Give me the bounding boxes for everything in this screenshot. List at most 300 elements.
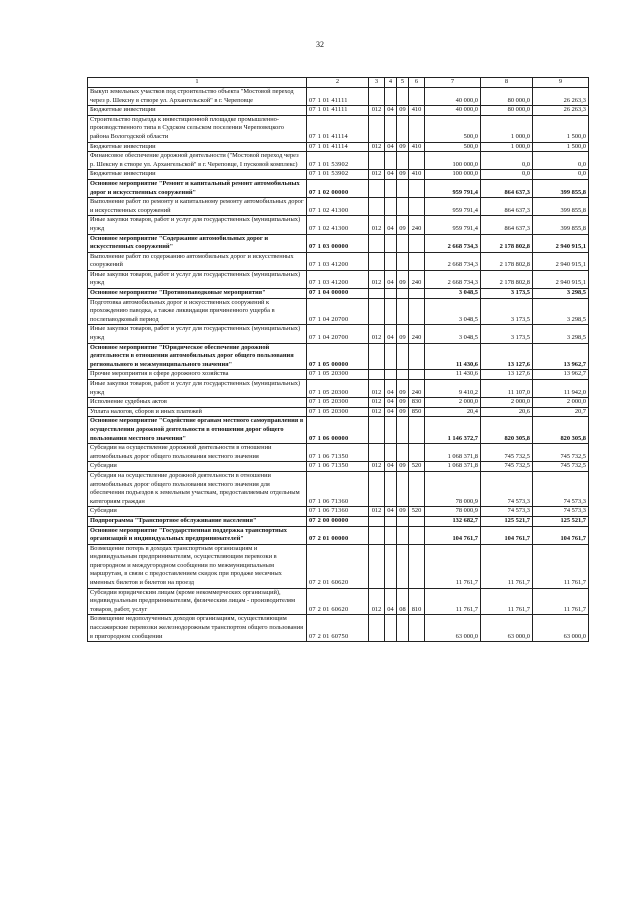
amount-year-1-cell: 78 000,9	[425, 471, 481, 506]
ministry-code-cell	[369, 234, 385, 252]
amount-year-3-cell: 3 298,5	[533, 298, 589, 325]
expense-type-cell	[409, 179, 425, 197]
table-row	[88, 325, 589, 343]
section-code-cell	[385, 289, 397, 299]
amount-year-2-cell: 2 000,0	[481, 398, 533, 408]
expense-type-cell	[409, 417, 425, 444]
amount-year-3-cell: 0,0	[533, 170, 589, 180]
subsection-code-cell: 09	[397, 325, 409, 343]
target-article-cell: 07 1 01 53902	[307, 152, 369, 170]
amount-year-2-cell: 2 178 802,8	[481, 252, 533, 270]
amount-year-3-cell: 820 305,8	[533, 417, 589, 444]
amount-year-1-cell: 11 761,7	[425, 588, 481, 615]
row-name-cell: Финансовое обеспечение дорожной деятельности ("Мостовой переход через р. Шексну в створе ул. Архангельской" в г. Череповце, I пусковой комплекс)	[88, 152, 307, 170]
amount-year-3-cell: 1 500,0	[533, 115, 589, 142]
expense-type-cell: 240	[409, 380, 425, 398]
ministry-code-cell: 012	[369, 398, 385, 408]
expense-type-cell: 810	[409, 588, 425, 615]
ministry-code-cell: 012	[369, 142, 385, 152]
amount-year-2-cell: 745 732,5	[481, 462, 533, 472]
amount-year-3-cell: 2 940 915,1	[533, 270, 589, 288]
target-article-cell: 07 1 02 41300	[307, 216, 369, 234]
table-row	[88, 417, 589, 444]
target-article-cell: 07 1 03 41200	[307, 252, 369, 270]
subsection-code-cell: 08	[397, 588, 409, 615]
ministry-code-cell	[369, 115, 385, 142]
table-row	[88, 252, 589, 270]
subsection-code-cell: 09	[397, 170, 409, 180]
section-code-cell	[385, 152, 397, 170]
row-name-cell: Исполнение судебных актов	[88, 398, 307, 408]
expense-type-cell	[409, 152, 425, 170]
amount-year-1-cell: 1 068 371,8	[425, 444, 481, 462]
row-name-cell: Подпрограмма "Транспортное обслуживание населения"	[88, 516, 307, 526]
section-code-cell: 04	[385, 106, 397, 116]
table-row	[88, 462, 589, 472]
amount-year-2-cell: 13 127,6	[481, 343, 533, 370]
section-code-cell	[385, 526, 397, 544]
amount-year-2-cell: 80 000,0	[481, 106, 533, 116]
column-header: 6	[409, 78, 425, 88]
subsection-code-cell	[397, 471, 409, 506]
amount-year-1-cell: 11 761,7	[425, 544, 481, 588]
expense-type-cell	[409, 252, 425, 270]
table-row	[88, 526, 589, 544]
row-name-cell: Бюджетные инвестиции	[88, 170, 307, 180]
expense-type-cell	[409, 370, 425, 380]
table-row	[88, 142, 589, 152]
row-name-cell: Основное мероприятие "Содействие органам местного самоуправления в осуществлении дорожной деятельности в отношении дорог общего пользования местного значения"	[88, 417, 307, 444]
amount-year-3-cell: 745 732,5	[533, 444, 589, 462]
section-code-cell	[385, 179, 397, 197]
subsection-code-cell: 09	[397, 142, 409, 152]
subsection-code-cell: 09	[397, 380, 409, 398]
expense-type-cell: 520	[409, 507, 425, 517]
ministry-code-cell	[369, 444, 385, 462]
subsection-code-cell: 09	[397, 507, 409, 517]
ministry-code-cell	[369, 198, 385, 216]
amount-year-1-cell: 40 000,0	[425, 88, 481, 106]
column-header: 5	[397, 78, 409, 88]
amount-year-2-cell: 11 761,7	[481, 544, 533, 588]
row-name-cell: Субсидии	[88, 507, 307, 517]
section-code-cell: 04	[385, 407, 397, 417]
subsection-code-cell	[397, 298, 409, 325]
ministry-code-cell	[369, 298, 385, 325]
subsection-code-cell: 09	[397, 398, 409, 408]
row-name-cell: Субсидии на осуществление дорожной деятельности в отношении автомобильных дорог общего пользования местного значения	[88, 444, 307, 462]
table-row	[88, 588, 589, 615]
expense-type-cell: 830	[409, 398, 425, 408]
subsection-code-cell	[397, 289, 409, 299]
subsection-code-cell	[397, 343, 409, 370]
row-name-cell: Субсидии юридическим лицам (кроме некоммерческих организаций), индивидуальным предпринимателям, физическим лицам - производителям товаров, работ, услуг	[88, 588, 307, 615]
amount-year-2-cell: 125 521,7	[481, 516, 533, 526]
amount-year-3-cell: 399 855,8	[533, 179, 589, 197]
expense-type-cell	[409, 516, 425, 526]
section-code-cell	[385, 298, 397, 325]
target-article-cell: 07 1 03 41200	[307, 270, 369, 288]
expense-type-cell	[409, 544, 425, 588]
amount-year-1-cell: 500,0	[425, 142, 481, 152]
row-name-cell: Субсидии	[88, 462, 307, 472]
expense-type-cell	[409, 471, 425, 506]
amount-year-2-cell: 3 173,5	[481, 289, 533, 299]
page-number: 32	[316, 40, 324, 49]
column-header: 8	[481, 78, 533, 88]
target-article-cell: 07 1 01 41111	[307, 106, 369, 116]
table-row	[88, 343, 589, 370]
subsection-code-cell	[397, 234, 409, 252]
amount-year-2-cell: 2 178 802,8	[481, 270, 533, 288]
amount-year-3-cell: 13 962,7	[533, 370, 589, 380]
amount-year-2-cell: 20,6	[481, 407, 533, 417]
amount-year-1-cell: 3 048,5	[425, 298, 481, 325]
subsection-code-cell	[397, 115, 409, 142]
section-code-cell: 04	[385, 507, 397, 517]
amount-year-3-cell: 11 761,7	[533, 544, 589, 588]
target-article-cell: 07 2 01 00000	[307, 526, 369, 544]
amount-year-2-cell: 745 732,5	[481, 444, 533, 462]
section-code-cell: 04	[385, 325, 397, 343]
table-row	[88, 179, 589, 197]
ministry-code-cell: 012	[369, 325, 385, 343]
section-code-cell	[385, 516, 397, 526]
target-article-cell: 07 1 04 20700	[307, 325, 369, 343]
amount-year-3-cell: 3 298,5	[533, 289, 589, 299]
amount-year-2-cell: 1 000,0	[481, 142, 533, 152]
section-code-cell	[385, 252, 397, 270]
amount-year-2-cell: 0,0	[481, 152, 533, 170]
table-row	[88, 170, 589, 180]
table-row	[88, 106, 589, 116]
target-article-cell: 07 1 06 71350	[307, 444, 369, 462]
amount-year-1-cell: 3 048,5	[425, 289, 481, 299]
row-name-cell: Возмещение потерь в доходах транспортным организациям и индивидуальным предпринимателям, осуществляющим перевозки в пригородном и междугородном сообщении по межмуниципальным маршрутам, в связи с предоставлением скидок при продаже месячных именных билетов и билетов на проезд	[88, 544, 307, 588]
amount-year-3-cell: 104 761,7	[533, 526, 589, 544]
row-name-cell: Субсидия на осуществление дорожной деятельности в отношении автомобильных дорог общего пользования местного значения для обеспечения подъездов к земельным участкам, предоставляемым отдельным категориям граждан	[88, 471, 307, 506]
amount-year-1-cell: 2 668 734,3	[425, 252, 481, 270]
ministry-code-cell	[369, 252, 385, 270]
target-article-cell: 07 2 01 60620	[307, 588, 369, 615]
amount-year-3-cell: 2 940 915,1	[533, 234, 589, 252]
expense-type-cell	[409, 289, 425, 299]
amount-year-3-cell: 125 521,7	[533, 516, 589, 526]
ministry-code-cell: 012	[369, 170, 385, 180]
amount-year-3-cell: 74 573,3	[533, 471, 589, 506]
column-header: 1	[88, 78, 307, 88]
table-row	[88, 234, 589, 252]
target-article-cell: 07 1 01 53902	[307, 170, 369, 180]
row-name-cell: Выполнение работ по содержанию автомобильных дорог и искусственных сооружений	[88, 252, 307, 270]
table-row	[88, 289, 589, 299]
table-row	[88, 507, 589, 517]
amount-year-2-cell: 0,0	[481, 170, 533, 180]
target-article-cell: 07 1 06 71350	[307, 462, 369, 472]
subsection-code-cell: 09	[397, 407, 409, 417]
target-article-cell: 07 2 01 60750	[307, 615, 369, 642]
ministry-code-cell: 012	[369, 216, 385, 234]
target-article-cell: 07 1 04 20700	[307, 298, 369, 325]
expense-type-cell	[409, 615, 425, 642]
row-name-cell: Выполнение работ по ремонту и капитальному ремонту автомобильных дорог и искусственных сооружений	[88, 198, 307, 216]
row-name-cell: Строительство подъезда к инвестиционной площадке промышленно-производственного типа в Судском сельском поселении Череповецкого района Вологодской области	[88, 115, 307, 142]
amount-year-1-cell: 1 068 371,8	[425, 462, 481, 472]
section-code-cell	[385, 444, 397, 462]
subsection-code-cell	[397, 516, 409, 526]
target-article-cell: 07 2 01 60620	[307, 544, 369, 588]
amount-year-2-cell: 74 573,3	[481, 507, 533, 517]
subsection-code-cell	[397, 444, 409, 462]
column-header: 7	[425, 78, 481, 88]
budget-table	[87, 77, 589, 642]
section-code-cell	[385, 198, 397, 216]
ministry-code-cell: 012	[369, 588, 385, 615]
section-code-cell: 04	[385, 588, 397, 615]
subsection-code-cell	[397, 370, 409, 380]
amount-year-1-cell: 959 791,4	[425, 216, 481, 234]
amount-year-1-cell: 40 000,0	[425, 106, 481, 116]
target-article-cell: 07 2 00 00000	[307, 516, 369, 526]
amount-year-3-cell: 0,0	[533, 152, 589, 170]
table-row	[88, 88, 589, 106]
ministry-code-cell: 012	[369, 106, 385, 116]
expense-type-cell: 240	[409, 216, 425, 234]
ministry-code-cell: 012	[369, 407, 385, 417]
expense-type-cell	[409, 444, 425, 462]
target-article-cell: 07 1 01 41114	[307, 142, 369, 152]
amount-year-2-cell: 3 173,5	[481, 325, 533, 343]
table-row	[88, 444, 589, 462]
amount-year-2-cell: 74 573,3	[481, 471, 533, 506]
amount-year-2-cell: 864 637,3	[481, 198, 533, 216]
section-code-cell	[385, 88, 397, 106]
table-row	[88, 615, 589, 642]
table-row	[88, 516, 589, 526]
amount-year-1-cell: 500,0	[425, 115, 481, 142]
ministry-code-cell	[369, 471, 385, 506]
row-name-cell: Основное мероприятие "Противопаводковые мероприятия"	[88, 289, 307, 299]
column-header: 2	[307, 78, 369, 88]
ministry-code-cell	[369, 544, 385, 588]
section-code-cell: 04	[385, 216, 397, 234]
row-name-cell: Иные закупки товаров, работ и услуг для государственных (муниципальных) нужд	[88, 325, 307, 343]
table-row	[88, 298, 589, 325]
target-article-cell: 07 1 03 00000	[307, 234, 369, 252]
subsection-code-cell	[397, 179, 409, 197]
amount-year-2-cell: 864 637,3	[481, 179, 533, 197]
table-body	[88, 78, 589, 642]
row-name-cell: Бюджетные инвестиции	[88, 142, 307, 152]
section-code-cell: 04	[385, 380, 397, 398]
ministry-code-cell: 012	[369, 507, 385, 517]
target-article-cell: 07 1 05 00000	[307, 343, 369, 370]
amount-year-1-cell: 1 146 372,7	[425, 417, 481, 444]
amount-year-1-cell: 132 682,7	[425, 516, 481, 526]
column-header: 3	[369, 78, 385, 88]
row-name-cell: Основное мероприятие "Ремонт и капитальный ремонт автомобильных дорог и искусственных сооружений"	[88, 179, 307, 197]
section-code-cell: 04	[385, 270, 397, 288]
amount-year-2-cell: 1 000,0	[481, 115, 533, 142]
amount-year-1-cell: 9 410,2	[425, 380, 481, 398]
subsection-code-cell	[397, 526, 409, 544]
section-code-cell	[385, 234, 397, 252]
table-row	[88, 198, 589, 216]
ministry-code-cell: 012	[369, 380, 385, 398]
subsection-code-cell	[397, 252, 409, 270]
ministry-code-cell: 012	[369, 270, 385, 288]
target-article-cell: 07 1 06 00000	[307, 417, 369, 444]
amount-year-3-cell: 26 263,3	[533, 106, 589, 116]
table-row	[88, 544, 589, 588]
amount-year-1-cell: 63 000,0	[425, 615, 481, 642]
subsection-code-cell	[397, 544, 409, 588]
target-article-cell: 07 1 06 71360	[307, 507, 369, 517]
table-row	[88, 270, 589, 288]
ministry-code-cell	[369, 179, 385, 197]
ministry-code-cell	[369, 516, 385, 526]
target-article-cell: 07 1 01 41114	[307, 115, 369, 142]
amount-year-1-cell: 3 048,5	[425, 325, 481, 343]
amount-year-1-cell: 959 791,4	[425, 179, 481, 197]
table-row	[88, 216, 589, 234]
row-name-cell: Бюджетные инвестиции	[88, 106, 307, 116]
amount-year-3-cell: 74 573,3	[533, 507, 589, 517]
table-row	[88, 407, 589, 417]
subsection-code-cell	[397, 615, 409, 642]
expense-type-cell: 410	[409, 142, 425, 152]
amount-year-2-cell: 11 107,0	[481, 380, 533, 398]
amount-year-3-cell: 2 940 915,1	[533, 252, 589, 270]
expense-type-cell	[409, 198, 425, 216]
section-code-cell: 04	[385, 462, 397, 472]
target-article-cell: 07 1 02 41300	[307, 198, 369, 216]
ministry-code-cell: 012	[369, 462, 385, 472]
amount-year-1-cell: 2 000,0	[425, 398, 481, 408]
amount-year-2-cell: 11 761,7	[481, 588, 533, 615]
column-header: 4	[385, 78, 397, 88]
ministry-code-cell	[369, 343, 385, 370]
table-row	[88, 380, 589, 398]
amount-year-3-cell: 20,7	[533, 407, 589, 417]
ministry-code-cell	[369, 88, 385, 106]
expense-type-cell: 410	[409, 170, 425, 180]
amount-year-3-cell: 745 732,5	[533, 462, 589, 472]
amount-year-3-cell: 11 942,0	[533, 380, 589, 398]
target-article-cell: 07 1 05 20300	[307, 398, 369, 408]
amount-year-1-cell: 2 668 734,3	[425, 234, 481, 252]
table-row	[88, 370, 589, 380]
table-row	[88, 471, 589, 506]
amount-year-2-cell: 864 637,3	[481, 216, 533, 234]
target-article-cell: 07 1 04 00000	[307, 289, 369, 299]
subsection-code-cell	[397, 88, 409, 106]
row-name-cell: Подготовка автомобильных дорог и искусственных сооружений к прохождению паводка, а также ликвидация причиненного ущерба в послепаводковый период	[88, 298, 307, 325]
amount-year-3-cell: 1 500,0	[533, 142, 589, 152]
expense-type-cell: 850	[409, 407, 425, 417]
amount-year-1-cell: 100 000,0	[425, 170, 481, 180]
section-code-cell: 04	[385, 142, 397, 152]
row-name-cell: Основное мероприятие "Государственная поддержка транспортных организаций и индивидуальных предпринимателей"	[88, 526, 307, 544]
amount-year-1-cell: 20,4	[425, 407, 481, 417]
row-name-cell: Основное мероприятие "Содержание автомобильных дорог и искусственных сооружений"	[88, 234, 307, 252]
row-name-cell: Возмещение недополученных доходов организациям, осуществляющим пассажирские перевозки железнодорожным транспортом общего пользования в пригородном сообщении	[88, 615, 307, 642]
ministry-code-cell	[369, 526, 385, 544]
amount-year-1-cell: 959 791,4	[425, 198, 481, 216]
section-code-cell: 04	[385, 170, 397, 180]
expense-type-cell: 240	[409, 325, 425, 343]
table-row	[88, 152, 589, 170]
amount-year-2-cell: 2 178 802,8	[481, 234, 533, 252]
row-name-cell: Иные закупки товаров, работ и услуг для государственных (муниципальных) нужд	[88, 380, 307, 398]
amount-year-2-cell: 13 127,6	[481, 370, 533, 380]
subsection-code-cell	[397, 198, 409, 216]
amount-year-3-cell: 399 855,8	[533, 216, 589, 234]
section-code-cell: 04	[385, 398, 397, 408]
target-article-cell: 07 1 05 20300	[307, 380, 369, 398]
amount-year-3-cell: 2 000,0	[533, 398, 589, 408]
expense-type-cell: 520	[409, 462, 425, 472]
row-name-cell: Уплата налогов, сборов и иных платежей	[88, 407, 307, 417]
section-code-cell	[385, 115, 397, 142]
table-row	[88, 398, 589, 408]
expense-type-cell	[409, 115, 425, 142]
column-number-row	[88, 78, 589, 88]
section-code-cell	[385, 417, 397, 444]
section-code-cell	[385, 615, 397, 642]
amount-year-2-cell: 63 000,0	[481, 615, 533, 642]
subsection-code-cell	[397, 417, 409, 444]
amount-year-2-cell: 820 305,8	[481, 417, 533, 444]
section-code-cell	[385, 370, 397, 380]
row-name-cell: Выкуп земельных участков под строительство объекта "Мостовой переход через р. Шексну в створе ул. Архангельской" в г. Череповце	[88, 88, 307, 106]
subsection-code-cell	[397, 152, 409, 170]
ministry-code-cell	[369, 417, 385, 444]
expense-type-cell	[409, 88, 425, 106]
amount-year-3-cell: 26 263,3	[533, 88, 589, 106]
section-code-cell	[385, 343, 397, 370]
expense-type-cell	[409, 343, 425, 370]
section-code-cell	[385, 544, 397, 588]
target-article-cell: 07 1 05 20300	[307, 370, 369, 380]
row-name-cell: Прочие мероприятия в сфере дорожного хозяйства	[88, 370, 307, 380]
ministry-code-cell	[369, 289, 385, 299]
expense-type-cell	[409, 234, 425, 252]
amount-year-3-cell: 63 000,0	[533, 615, 589, 642]
amount-year-3-cell: 11 761,7	[533, 588, 589, 615]
target-article-cell: 07 1 06 71360	[307, 471, 369, 506]
amount-year-3-cell: 13 962,7	[533, 343, 589, 370]
row-name-cell: Иные закупки товаров, работ и услуг для государственных (муниципальных) нужд	[88, 216, 307, 234]
expense-type-cell: 240	[409, 270, 425, 288]
row-name-cell: Иные закупки товаров, работ и услуг для государственных (муниципальных) нужд	[88, 270, 307, 288]
amount-year-1-cell: 78 000,9	[425, 507, 481, 517]
target-article-cell: 07 1 02 00000	[307, 179, 369, 197]
table-row	[88, 115, 589, 142]
subsection-code-cell: 09	[397, 106, 409, 116]
ministry-code-cell	[369, 615, 385, 642]
expense-type-cell	[409, 526, 425, 544]
amount-year-2-cell: 3 173,5	[481, 298, 533, 325]
subsection-code-cell: 09	[397, 462, 409, 472]
amount-year-1-cell: 104 761,7	[425, 526, 481, 544]
subsection-code-cell: 09	[397, 270, 409, 288]
column-header: 9	[533, 78, 589, 88]
ministry-code-cell	[369, 152, 385, 170]
amount-year-2-cell: 104 761,7	[481, 526, 533, 544]
subsection-code-cell: 09	[397, 216, 409, 234]
amount-year-3-cell: 3 298,5	[533, 325, 589, 343]
